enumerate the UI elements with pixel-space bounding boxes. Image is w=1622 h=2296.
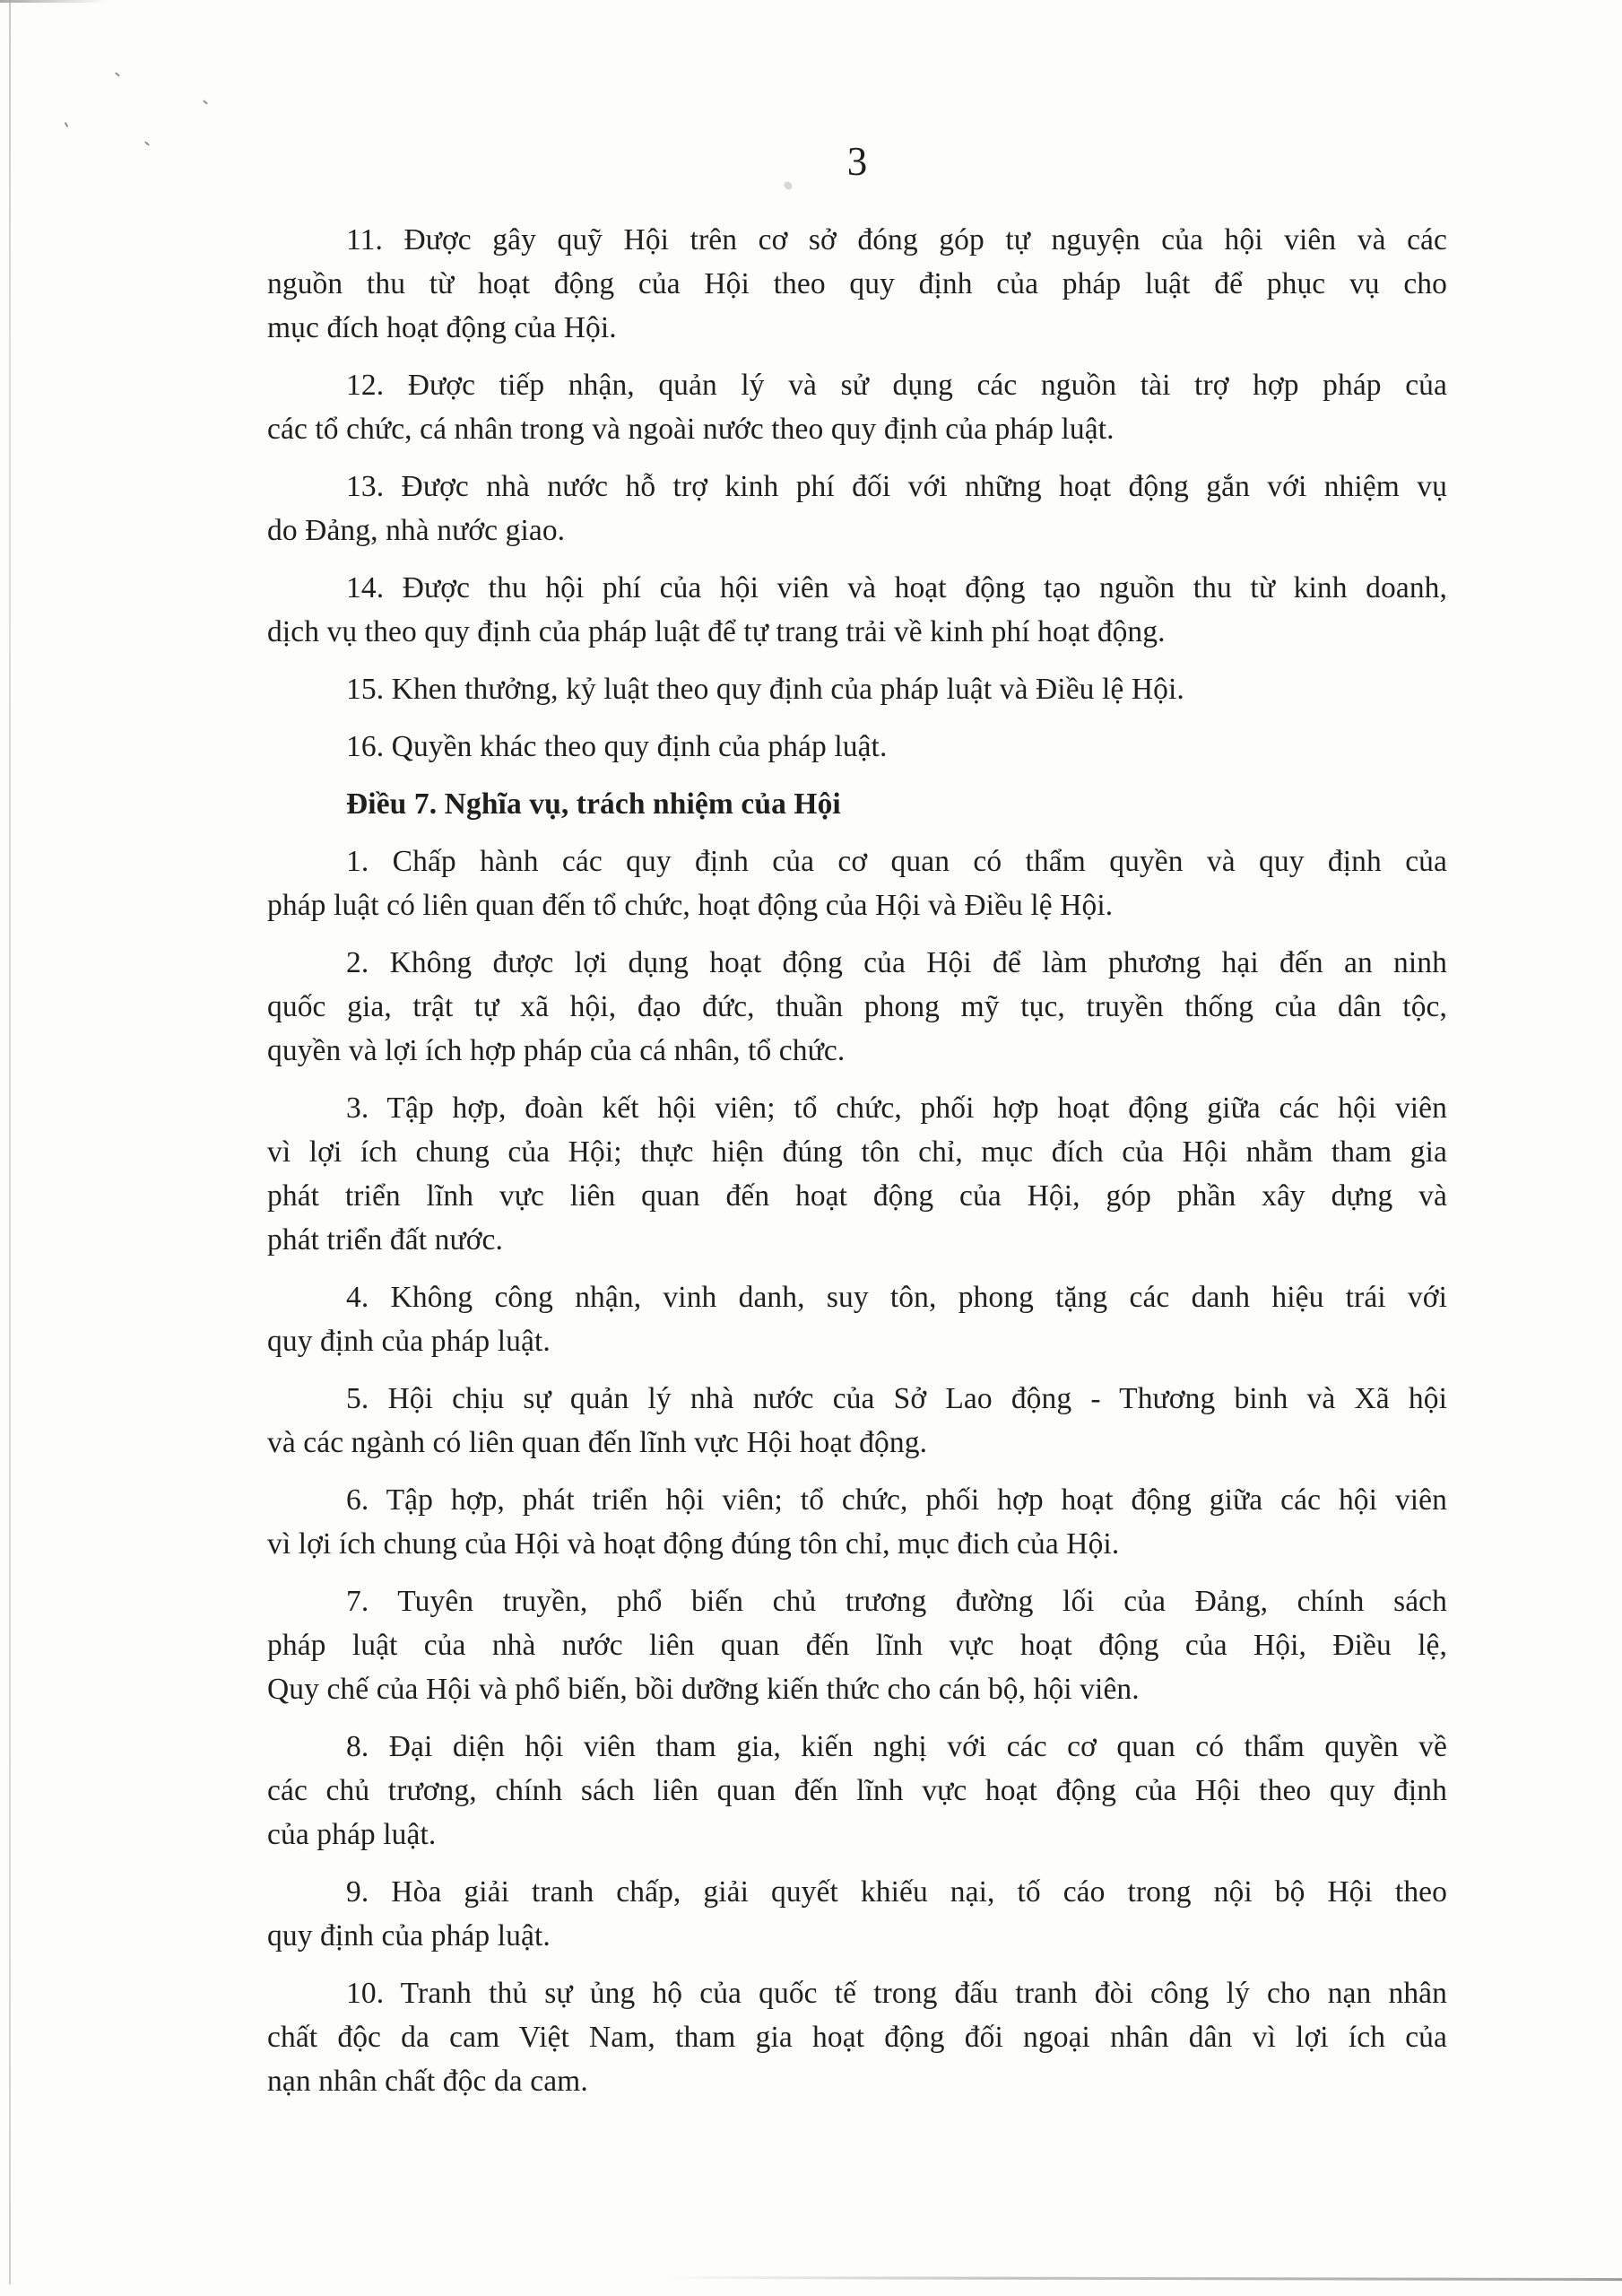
text-line: 5. Hội chịu sự quản lý nhà nước của Sở Lao động - Thương binh và Xã hội	[346, 1382, 1447, 1415]
text-line: 11. Được gây quỹ Hội trên cơ sở đóng góp tự nguyện của hội viên và các	[346, 223, 1447, 257]
scan-speck	[115, 72, 120, 76]
numbered-paragraph	[267, 839, 1447, 927]
text-line: các chủ trương, chính sách liên quan đến lĩnh vực hoạt động của Hội theo quy định	[267, 1774, 1447, 1807]
numbered-paragraph	[267, 363, 1447, 451]
text-line: dịch vụ theo quy định của pháp luật để tự trang trải về kinh phí hoạt động.	[267, 615, 1166, 648]
text-line: phát triển lĩnh vực liên quan đến hoạt động của Hội, góp phần xây dựng và	[267, 1179, 1447, 1213]
numbered-paragraph	[267, 1478, 1447, 1566]
numbered-paragraph	[267, 1870, 1447, 1958]
text-line: 8. Đại diện hội viên tham gia, kiến nghị với các cơ quan có thẩm quyền về	[346, 1730, 1447, 1763]
text-line: quy định của pháp luật.	[267, 1919, 551, 1952]
numbered-paragraph	[267, 1275, 1447, 1363]
scan-edge-left-line	[9, 0, 11, 2284]
text-line: của pháp luật.	[267, 1818, 437, 1851]
numbered-paragraph	[267, 1725, 1447, 1857]
numbered-paragraph	[267, 941, 1447, 1073]
numbered-paragraph	[267, 725, 1447, 769]
text-line: 3. Tập hợp, đoàn kết hội viên; tổ chức, phối hợp hoạt động giữa các hội viên	[346, 1091, 1447, 1125]
text-line: 15. Khen thưởng, kỷ luật theo quy định của pháp luật và Điều lệ Hội.	[346, 673, 1184, 706]
text-line: 12. Được tiếp nhận, quản lý và sử dụng các nguồn tài trợ hợp pháp của	[346, 369, 1447, 402]
text-line: 16. Quyền khác theo quy định của pháp luật.	[346, 730, 888, 763]
numbered-paragraph	[267, 1377, 1447, 1465]
text-line: 1. Chấp hành các quy định của cơ quan có thẩm quyền và quy định của	[346, 845, 1447, 878]
text-line: nguồn thu từ hoạt động của Hội theo quy định của pháp luật để phục vụ cho	[267, 267, 1447, 300]
text-line: vì lợi ích chung của Hội và hoạt động đúng tôn chỉ, mục đich của Hội.	[267, 1527, 1120, 1561]
text-line: phát triển đất nước.	[267, 1223, 503, 1257]
text-line: vì lợi ích chung của Hội; thực hiện đúng tôn chỉ, mục đích của Hội nhằm tham gia	[267, 1135, 1447, 1169]
scan-edge-top-line	[0, 0, 108, 3]
numbered-paragraph	[267, 1579, 1447, 1711]
text-line: các tổ chức, cá nhân trong và ngoài nước theo quy định của pháp luật.	[267, 413, 1115, 446]
scan-edge-bottom-line	[662, 2276, 1622, 2281]
scan-speck	[203, 100, 208, 104]
text-line: quyền và lợi ích hợp pháp của cá nhân, tổ chức.	[267, 1034, 846, 1067]
page-number: 3	[846, 139, 868, 184]
numbered-paragraph	[267, 218, 1447, 350]
scan-speck	[144, 141, 150, 145]
numbered-paragraph	[267, 465, 1447, 552]
numbered-paragraph	[267, 566, 1447, 654]
text-line: và các ngành có liên quan đến lĩnh vực Hội hoạt động.	[267, 1426, 928, 1459]
text-line: Quy chế của Hội và phổ biến, bồi dưỡng kiến thức cho cán bộ, hội viên.	[267, 1673, 1140, 1706]
text-line: 13. Được nhà nước hỗ trợ kinh phí đối với những hoạt động gắn với nhiệm vụ	[346, 470, 1447, 503]
section-heading	[267, 782, 1447, 826]
text-line: 2. Không được lợi dụng hoạt động của Hội để làm phương hại đến an ninh	[346, 946, 1447, 979]
scan-speck	[65, 122, 69, 127]
text-line: 7. Tuyên truyền, phổ biến chủ trương đường lối của Đảng, chính sách	[346, 1585, 1447, 1618]
numbered-paragraph	[267, 1971, 1447, 2103]
text-line: pháp luật của nhà nước liên quan đến lĩnh vực hoạt động của Hội, Điều lệ,	[267, 1629, 1447, 1662]
text-line: 9. Hòa giải tranh chấp, giải quyết khiếu nại, tố cáo trong nội bộ Hội theo	[346, 1875, 1447, 1909]
text-line: 6. Tập hợp, phát triển hội viên; tổ chức, phối hợp hoạt động giữa các hội viên	[346, 1483, 1447, 1517]
document-body	[267, 218, 1447, 2117]
text-line: 14. Được thu hội phí của hội viên và hoạt động tạo nguồn thu từ kinh doanh,	[346, 571, 1447, 604]
text-line: pháp luật có liên quan đến tổ chức, hoạt động của Hội và Điều lệ Hội.	[267, 889, 1114, 922]
text-line: do Đảng, nhà nước giao.	[267, 514, 566, 547]
text-line: 4. Không công nhận, vinh danh, suy tôn, phong tặng các danh hiệu trái với	[346, 1281, 1447, 1314]
text-line: chất độc da cam Việt Nam, tham gia hoạt động đối ngoại nhân dân vì lợi ích của	[267, 2021, 1447, 2054]
text-line: Điều 7. Nghĩa vụ, trách nhiệm của Hội	[346, 787, 841, 821]
text-line: 10. Tranh thủ sự ủng hộ của quốc tế trong đấu tranh đòi công lý cho nạn nhân	[346, 1977, 1447, 2010]
numbered-paragraph	[267, 667, 1447, 711]
text-line: quốc gia, trật tự xã hội, đạo đức, thuần phong mỹ tục, truyền thống của dân tộc,	[267, 990, 1447, 1023]
text-line: quy định của pháp luật.	[267, 1325, 551, 1358]
text-line: mục đích hoạt động của Hội.	[267, 311, 617, 344]
numbered-paragraph	[267, 1086, 1447, 1262]
text-line: nạn nhân chất độc da cam.	[267, 2065, 588, 2098]
